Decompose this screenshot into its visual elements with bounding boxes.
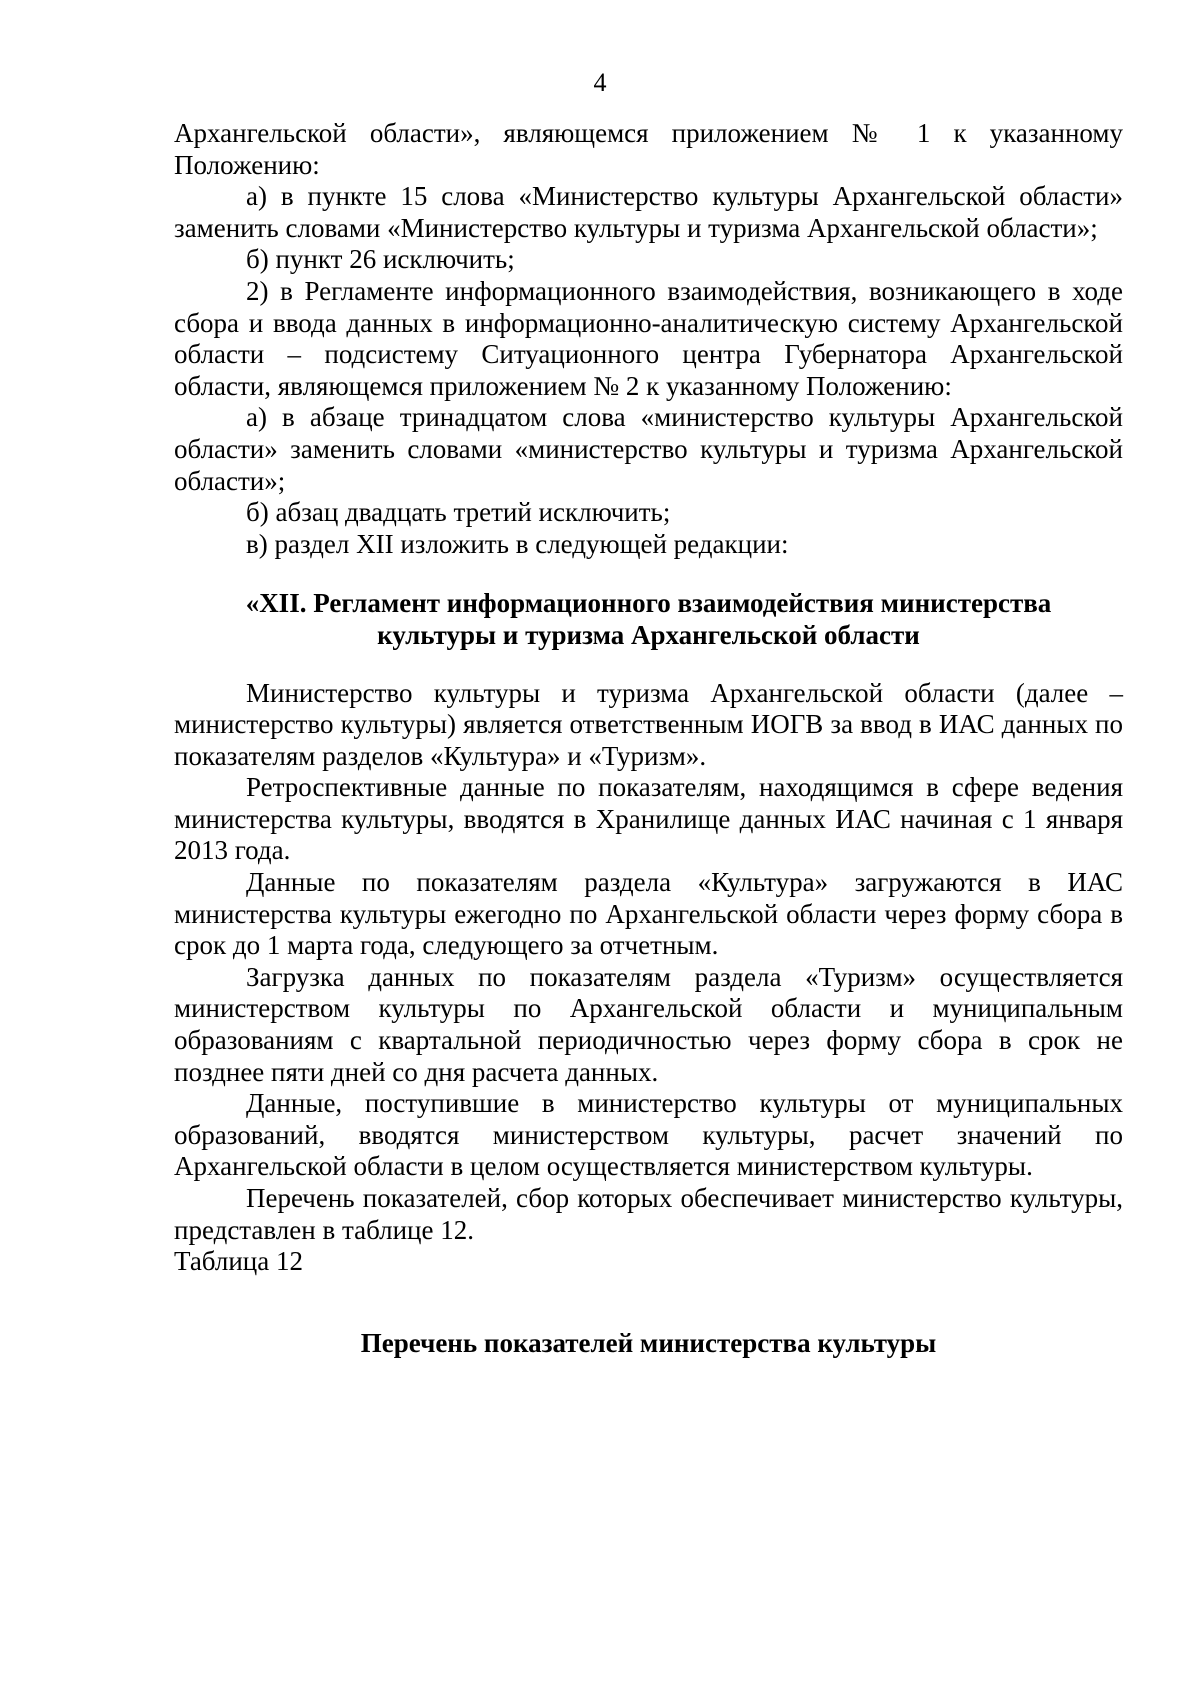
section-paragraph-3: Данные по показателям раздела «Культура» загружаются в ИАС министерства культуры ежегодно по Архангельской области через форму сбора в срок до 1 марта года, следующего за отчетным.	[174, 867, 1123, 961]
section-heading-line-1: «XII. Регламент информационного взаимодействия министерства	[245, 588, 1052, 619]
section-heading-line-2: культуры и туризма Архангельской области	[377, 619, 920, 650]
paragraph-item-b-1: б) пункт 26 исключить;	[246, 244, 515, 275]
section-paragraph-4: Загрузка данных по показателям раздела «Туризм» осуществляется министерством культуры по Архангельской области и муниципальным образованиям с квартальной периодичностью через форму сбора в срок не позднее пяти дней со дня расчета данных.	[174, 961, 1123, 1087]
section-heading	[174, 588, 1123, 651]
section-paragraph-1: Министерство культуры и туризма Архангельской области (далее – министерство культуры) является ответственным ИОГВ за ввод в ИАС данных по показателям разделов «Культура» и «Туризм».	[174, 677, 1123, 771]
paragraph-continuation: Архангельской области», являющемся приложением № 1 к указанному Положению:	[174, 118, 1123, 180]
paragraph-item-a-1: а) в пункте 15 слова «Министерство культуры Архангельской области» заменить словами «Министерство культуры и туризма Архангельской области»;	[174, 181, 1123, 243]
table-heading: Перечень показателей министерства культуры	[360, 1327, 937, 1358]
section-paragraph-6: Перечень показателей, сбор которых обеспечивает министерство культуры, представлен в таблице 12.	[174, 1183, 1123, 1245]
paragraph-item-2: 2) в Регламенте информационного взаимодействия, возникающего в ходе сбора и ввода данных в информационно-аналитическую систему Архангельской области – подсистему Ситуационного центра Губернатора Архангельской области, являющемся приложением № 2 к указанному Положению:	[174, 275, 1123, 401]
paragraph-item-a-2: а) в абзаце тринадцатом слова «министерство культуры Архангельской области» заменить словами «министерство культуры и туризма Архангельской области»;	[174, 402, 1123, 496]
paragraph-item-v: в) раздел XII изложить в следующей редакции:	[246, 528, 789, 559]
section-paragraph-5: Данные, поступившие в министерство культуры от муниципальных образований, вводятся министерством культуры, расчет значений по Архангельской области в целом осуществляется министерством культуры.	[174, 1088, 1123, 1182]
table-label: Таблица 12	[174, 1246, 303, 1277]
section-paragraph-2: Ретроспективные данные по показателям, находящимся в сфере ведения министерства культуры, вводятся в Хранилище данных ИАС начиная с 1 января 2013 года.	[174, 772, 1123, 866]
paragraph-item-b-2: б) абзац двадцать третий исключить;	[246, 497, 671, 528]
page-number: 4	[593, 68, 607, 97]
document-body	[174, 118, 1123, 1359]
